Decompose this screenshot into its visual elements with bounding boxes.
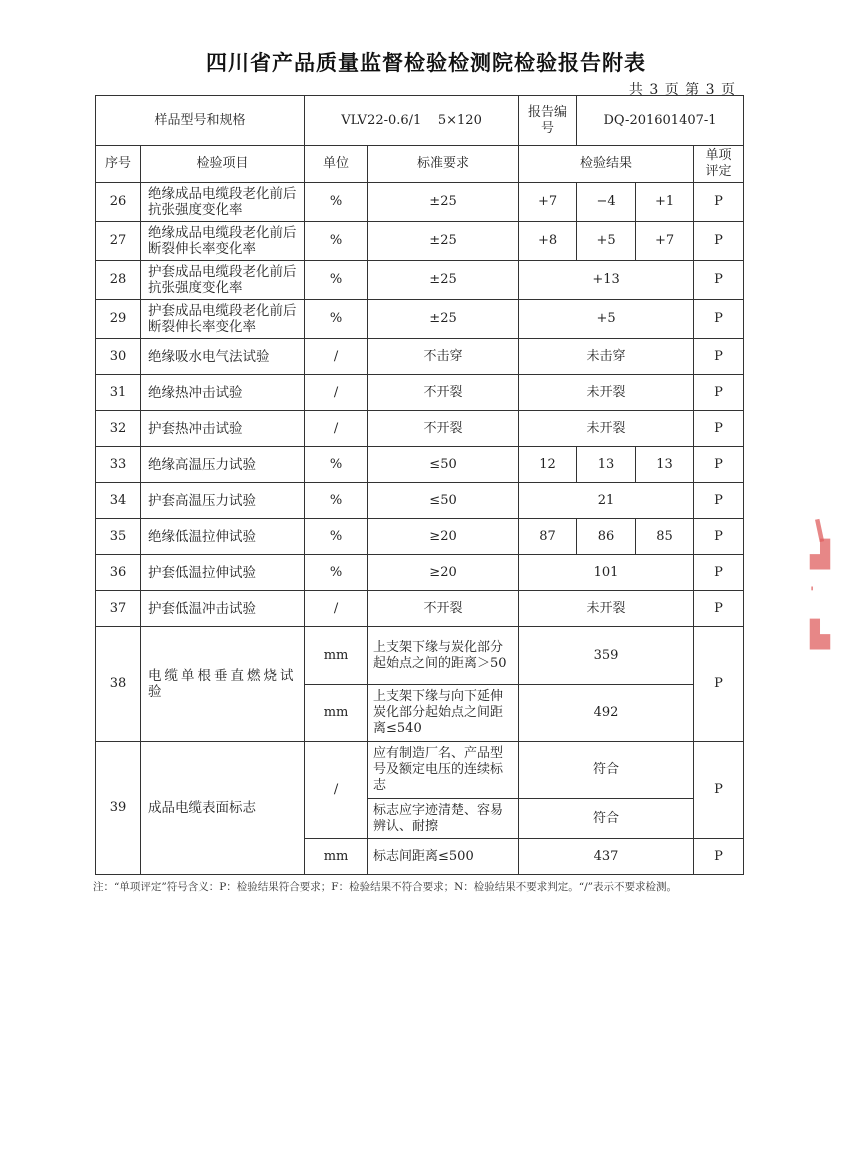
row-item: 护套低温拉伸试验: [141, 555, 305, 591]
row-standard: 应有制造厂名、产品型号及额定电压的连续标志: [368, 742, 519, 799]
row-item: 护套成品电缆段老化前后抗张强度变化率: [141, 261, 305, 300]
row-item: 护套成品电缆段老化前后断裂伸长率变化率: [141, 300, 305, 339]
row-verdict: P: [694, 222, 744, 261]
seal-fragment: ': [810, 585, 815, 601]
row-verdict: P: [694, 519, 744, 555]
meta-row: [96, 96, 744, 146]
row-unit: /: [305, 742, 368, 839]
table-row: [96, 447, 744, 483]
report-table: [95, 95, 744, 875]
row-unit: /: [305, 375, 368, 411]
row-no: 37: [96, 591, 141, 627]
row-result: 101: [519, 555, 694, 591]
row-no: 26: [96, 183, 141, 222]
row-standard: 标志间距离≤500: [368, 839, 519, 875]
header-no: 序号: [96, 146, 141, 183]
row-unit: %: [305, 447, 368, 483]
row-item: 护套低温冲击试验: [141, 591, 305, 627]
row-standard: 不开裂: [368, 375, 519, 411]
row-standard: ≤50: [368, 447, 519, 483]
row-unit: mm: [305, 839, 368, 875]
row-standard: 不开裂: [368, 591, 519, 627]
row-result-3: +1: [636, 183, 694, 222]
row-verdict: P: [694, 483, 744, 519]
table-row: [96, 300, 744, 339]
row-standard: ±25: [368, 261, 519, 300]
report-title: 四川省产品质量监督检验检测院检验报告附表: [206, 50, 646, 75]
seal-fragment: ❙: [807, 514, 832, 544]
row-result-1: +8: [519, 222, 577, 261]
row-no: 30: [96, 339, 141, 375]
row-standard: 不开裂: [368, 411, 519, 447]
row-standard: ≥20: [368, 519, 519, 555]
header-item: 检验项目: [141, 146, 305, 183]
row-standard: ≥20: [368, 555, 519, 591]
row-result: 未击穿: [519, 339, 694, 375]
row-unit: %: [305, 300, 368, 339]
row-standard: ±25: [368, 222, 519, 261]
table-row: [96, 411, 744, 447]
row-result: 未开裂: [519, 591, 694, 627]
row-result: 未开裂: [519, 375, 694, 411]
row-no: 27: [96, 222, 141, 261]
table-row: [96, 183, 744, 222]
page-info: 共 3 页 第 3 页: [628, 82, 736, 98]
row-unit: /: [305, 591, 368, 627]
row-verdict: P: [694, 839, 744, 875]
row-standard: 上支架下缘与向下延伸炭化部分起始点之间距离≤540: [368, 685, 519, 742]
row-item: 绝缘低温拉伸试验: [141, 519, 305, 555]
row-unit: %: [305, 261, 368, 300]
row-no: 28: [96, 261, 141, 300]
row-item: 成品电缆表面标志: [141, 742, 305, 875]
header-result: 检验结果: [519, 146, 694, 183]
row-standard: 标志应字迹清楚、容易辨认、耐擦: [368, 799, 519, 839]
seal-fragment: ▙: [810, 620, 830, 650]
row-verdict: P: [694, 627, 744, 742]
row-verdict: P: [694, 447, 744, 483]
table-row: [96, 339, 744, 375]
row-no: 35: [96, 519, 141, 555]
table-row: [96, 742, 744, 799]
row-result: 21: [519, 483, 694, 519]
row-result-3: 13: [636, 447, 694, 483]
model-value: VLV22-0.6/1 5×120: [305, 96, 519, 146]
row-result-2: 13: [577, 447, 636, 483]
row-result: +5: [519, 300, 694, 339]
row-result-2: +5: [577, 222, 636, 261]
table-row: [96, 555, 744, 591]
model-label: 样品型号和规格: [96, 96, 305, 146]
table-row: [96, 483, 744, 519]
row-result-1: 87: [519, 519, 577, 555]
row-no: 39: [96, 742, 141, 875]
row-result: 未开裂: [519, 411, 694, 447]
row-result-1: +7: [519, 183, 577, 222]
row-standard: ±25: [368, 183, 519, 222]
row-verdict: P: [694, 300, 744, 339]
row-standard: 不击穿: [368, 339, 519, 375]
row-item: 电缆单根垂直燃烧试验: [141, 627, 305, 742]
report-no-value: DQ-201601407-1: [577, 96, 744, 146]
row-verdict: P: [694, 375, 744, 411]
seal-fragment: ▟: [810, 540, 830, 570]
row-item: 绝缘成品电缆段老化前后断裂伸长率变化率: [141, 222, 305, 261]
row-result-3: 85: [636, 519, 694, 555]
row-result: 437: [519, 839, 694, 875]
row-standard: ±25: [368, 300, 519, 339]
row-no: 34: [96, 483, 141, 519]
row-unit: mm: [305, 685, 368, 742]
row-verdict: P: [694, 591, 744, 627]
row-unit: %: [305, 519, 368, 555]
row-item: 绝缘成品电缆段老化前后抗张强度变化率: [141, 183, 305, 222]
row-no: 38: [96, 627, 141, 742]
row-result-3: +7: [636, 222, 694, 261]
row-unit: /: [305, 411, 368, 447]
row-verdict: P: [694, 411, 744, 447]
row-item: 绝缘高温压力试验: [141, 447, 305, 483]
row-no: 36: [96, 555, 141, 591]
table-row: [96, 519, 744, 555]
row-verdict: P: [694, 742, 744, 839]
header-unit: 单位: [305, 146, 368, 183]
row-item: 绝缘热冲击试验: [141, 375, 305, 411]
row-result: 492: [519, 685, 694, 742]
header-verdict: 单项评定: [694, 146, 744, 183]
row-standard: 上支架下缘与炭化部分起始点之间的距离＞50: [368, 627, 519, 685]
report-no-label: 报告编号: [519, 96, 577, 146]
row-standard: ≤50: [368, 483, 519, 519]
row-no: 31: [96, 375, 141, 411]
row-item: 绝缘吸水电气法试验: [141, 339, 305, 375]
row-verdict: P: [694, 555, 744, 591]
row-no: 32: [96, 411, 141, 447]
table-row: [96, 222, 744, 261]
table-row: [96, 261, 744, 300]
row-verdict: P: [694, 339, 744, 375]
row-no: 33: [96, 447, 141, 483]
row-verdict: P: [694, 261, 744, 300]
table-row: [96, 591, 744, 627]
row-item: 护套热冲击试验: [141, 411, 305, 447]
table-row: [96, 627, 744, 685]
row-unit: %: [305, 222, 368, 261]
row-unit: mm: [305, 627, 368, 685]
row-unit: /: [305, 339, 368, 375]
row-no: 29: [96, 300, 141, 339]
row-unit: %: [305, 483, 368, 519]
row-result: +13: [519, 261, 694, 300]
row-result: 359: [519, 627, 694, 685]
header-standard: 标准要求: [368, 146, 519, 183]
footnote: 注：“单项评定”符号含义：P：检验结果符合要求；F：检验结果不符合要求；N：检验结果不要求判定。“/”表示不要求检测。: [93, 881, 678, 893]
row-item: 护套高温压力试验: [141, 483, 305, 519]
table-row: [96, 375, 744, 411]
row-result-2: 86: [577, 519, 636, 555]
row-result: 符合: [519, 799, 694, 839]
row-result: 符合: [519, 742, 694, 799]
row-result-1: 12: [519, 447, 577, 483]
header-row: [96, 146, 744, 183]
row-unit: %: [305, 555, 368, 591]
row-unit: %: [305, 183, 368, 222]
row-result-2: −4: [577, 183, 636, 222]
row-verdict: P: [694, 183, 744, 222]
